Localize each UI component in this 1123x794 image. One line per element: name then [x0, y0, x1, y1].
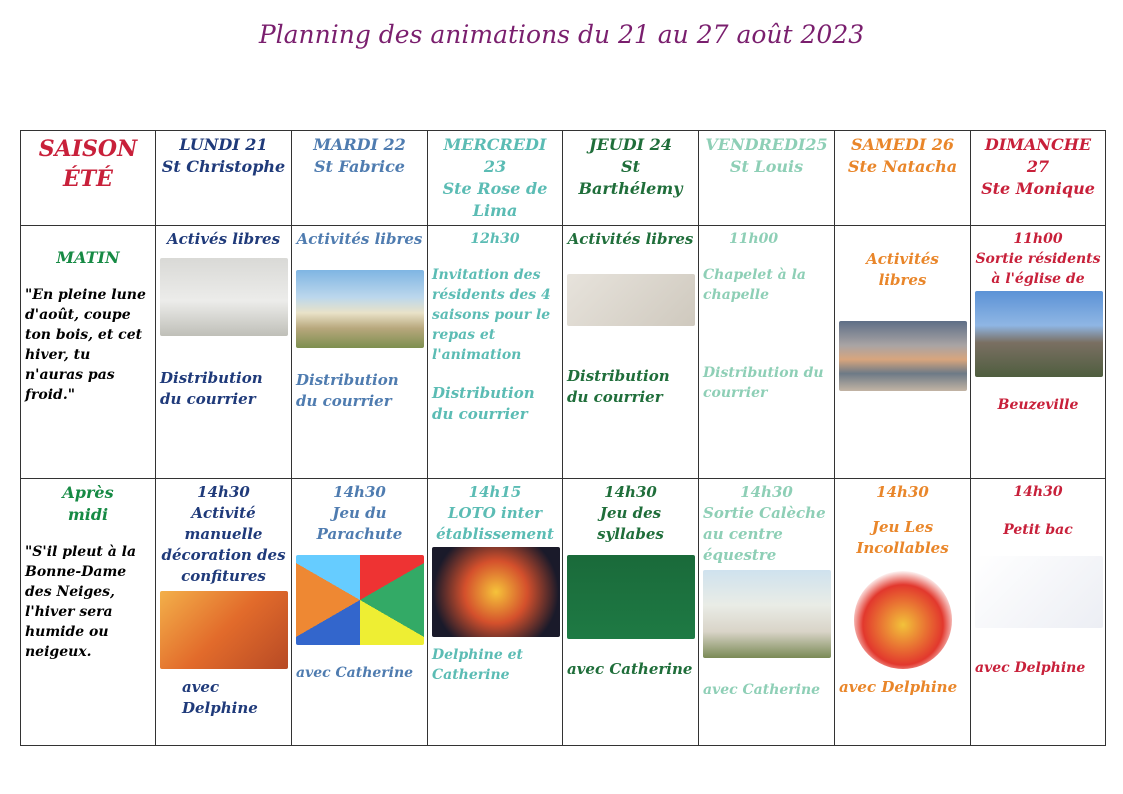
- starfish-image: [567, 274, 695, 326]
- mail-distribution: Distribution du courrier: [567, 367, 670, 406]
- aprem-mardi: [292, 479, 428, 746]
- aprem-lundi: [156, 479, 292, 746]
- activity: Chapelet à la chapelle: [703, 267, 806, 303]
- matin-mercredi: [428, 226, 563, 479]
- activity: Activité manuelle décoration des confitures: [161, 504, 286, 585]
- aprem-samedi: [835, 479, 971, 746]
- season-line2: ÉTÉ: [63, 166, 113, 192]
- time: 14h30: [876, 483, 929, 501]
- lemon-jars-image: [160, 258, 288, 336]
- apres-midi-row: [21, 479, 1106, 746]
- saint-name: Ste Natacha: [847, 157, 958, 176]
- day-header-lundi: [156, 131, 292, 226]
- time: 14h30: [197, 483, 250, 501]
- letter-cubes-image: [975, 556, 1103, 628]
- activity: Jeu des syllabes: [597, 504, 664, 543]
- mail-distribution: Distribution du courrier: [432, 384, 535, 423]
- activity: Jeu Les Incollables: [856, 518, 949, 557]
- activity: Sortie Calèche au centre équestre: [703, 504, 826, 564]
- church-image: [975, 291, 1103, 377]
- planning-table: [20, 130, 1106, 746]
- matin-row: [21, 226, 1106, 479]
- activity: LOTO inter établissement: [436, 504, 554, 543]
- day-header-mercredi: [428, 131, 563, 226]
- time: 11h00: [1013, 231, 1063, 247]
- animator: Delphine et Catherine: [432, 647, 523, 683]
- saint-name: St Fabrice: [314, 157, 405, 176]
- matin-label: MATIN: [56, 248, 120, 267]
- activity: Jeu du Parachute: [316, 504, 403, 543]
- matin-lundi: [156, 226, 292, 479]
- activity: Sortie résidents à l'église de: [975, 251, 1101, 287]
- activity: Activités libres: [866, 250, 939, 289]
- aprem-label: Après midi: [62, 483, 114, 524]
- activity: Activités libres: [296, 230, 423, 248]
- animator: avec Catherine: [296, 665, 414, 681]
- mail-distribution: Distribution du courrier: [160, 369, 263, 408]
- aprem-vendredi: [699, 479, 835, 746]
- matin-jeudi: [563, 226, 699, 479]
- aprem-jeudi: [563, 479, 699, 746]
- time: 14h30: [740, 483, 793, 501]
- aprem-dimanche: [971, 479, 1106, 746]
- matin-proverb: "En pleine lune d'août, coupe ton bois, et cet hiver, tu n'auras pas froid.": [25, 287, 146, 403]
- sunset-beach-image: [839, 321, 967, 391]
- parachute-game-image: [296, 555, 424, 645]
- activity: Invitation des résidents des 4 saisons pour le repas et l'animation: [432, 267, 551, 363]
- animator: avec Delphine: [975, 660, 1086, 676]
- jam-jars-image: [160, 591, 288, 669]
- activity: Petit bac: [1003, 522, 1073, 538]
- day-header-vendredi: [699, 131, 835, 226]
- season-cell: [21, 131, 156, 226]
- day-name: MERCREDI 23: [443, 135, 547, 176]
- syllable-cards-image: [567, 555, 695, 639]
- time: 14h15: [468, 483, 522, 501]
- animator: avec Delphine: [182, 678, 258, 717]
- day-header-dimanche: [971, 131, 1106, 226]
- matin-label-cell: [21, 226, 156, 479]
- saint-name: Ste Monique: [981, 179, 1095, 198]
- time: 14h30: [604, 483, 657, 501]
- animator: avec Delphine: [839, 678, 958, 696]
- mail-distribution: Distribution du courrier: [296, 371, 399, 410]
- saint-name: St Christophe: [161, 157, 286, 176]
- aprem-proverb: "S'il pleut à la Bonne-Dame des Neiges, l'hiver sera humide ou neigeux.: [25, 544, 137, 660]
- time: 11h00: [729, 231, 779, 247]
- location: Beuzeville: [997, 397, 1079, 413]
- day-name: JEUDI 24: [589, 135, 672, 154]
- time: 12h30: [470, 231, 520, 247]
- time: 14h30: [1013, 484, 1063, 500]
- white-horse-image: [703, 570, 831, 658]
- day-header-samedi: [835, 131, 971, 226]
- loto-balls-image: [432, 547, 560, 637]
- aprem-mercredi: [428, 479, 563, 746]
- saint-name: Ste Rose de Lima: [442, 179, 548, 220]
- matin-samedi: [835, 226, 971, 479]
- day-name: MARDI 22: [313, 135, 406, 154]
- day-header-mardi: [292, 131, 428, 226]
- day-name: LUNDI 21: [179, 135, 268, 154]
- header-row: [21, 131, 1106, 226]
- day-header-jeudi: [563, 131, 699, 226]
- incollables-game-image: [854, 571, 952, 669]
- day-name: SAMEDI 26: [850, 135, 955, 154]
- animator: avec Catherine: [703, 682, 821, 698]
- activity: Activés libres: [166, 230, 281, 248]
- time: 14h30: [333, 483, 386, 501]
- saint-name: St Barthélemy: [578, 157, 683, 198]
- saint-name: St Louis: [729, 157, 804, 176]
- activity: Activités libres: [567, 230, 694, 248]
- page-title: Planning des animations du 21 au 27 août 2023: [258, 20, 865, 49]
- day-name: DIMANCHE 27: [984, 135, 1092, 176]
- day-name: VENDREDI25: [705, 135, 828, 154]
- season-line1: SAISON: [38, 136, 138, 162]
- matin-vendredi: [699, 226, 835, 479]
- beach-dune-image: [296, 270, 424, 348]
- aprem-label-cell: [21, 479, 156, 746]
- matin-mardi: [292, 226, 428, 479]
- matin-dimanche: [971, 226, 1106, 479]
- mail-distribution: Distribution du courrier: [703, 365, 824, 401]
- animator: avec Catherine: [567, 660, 693, 678]
